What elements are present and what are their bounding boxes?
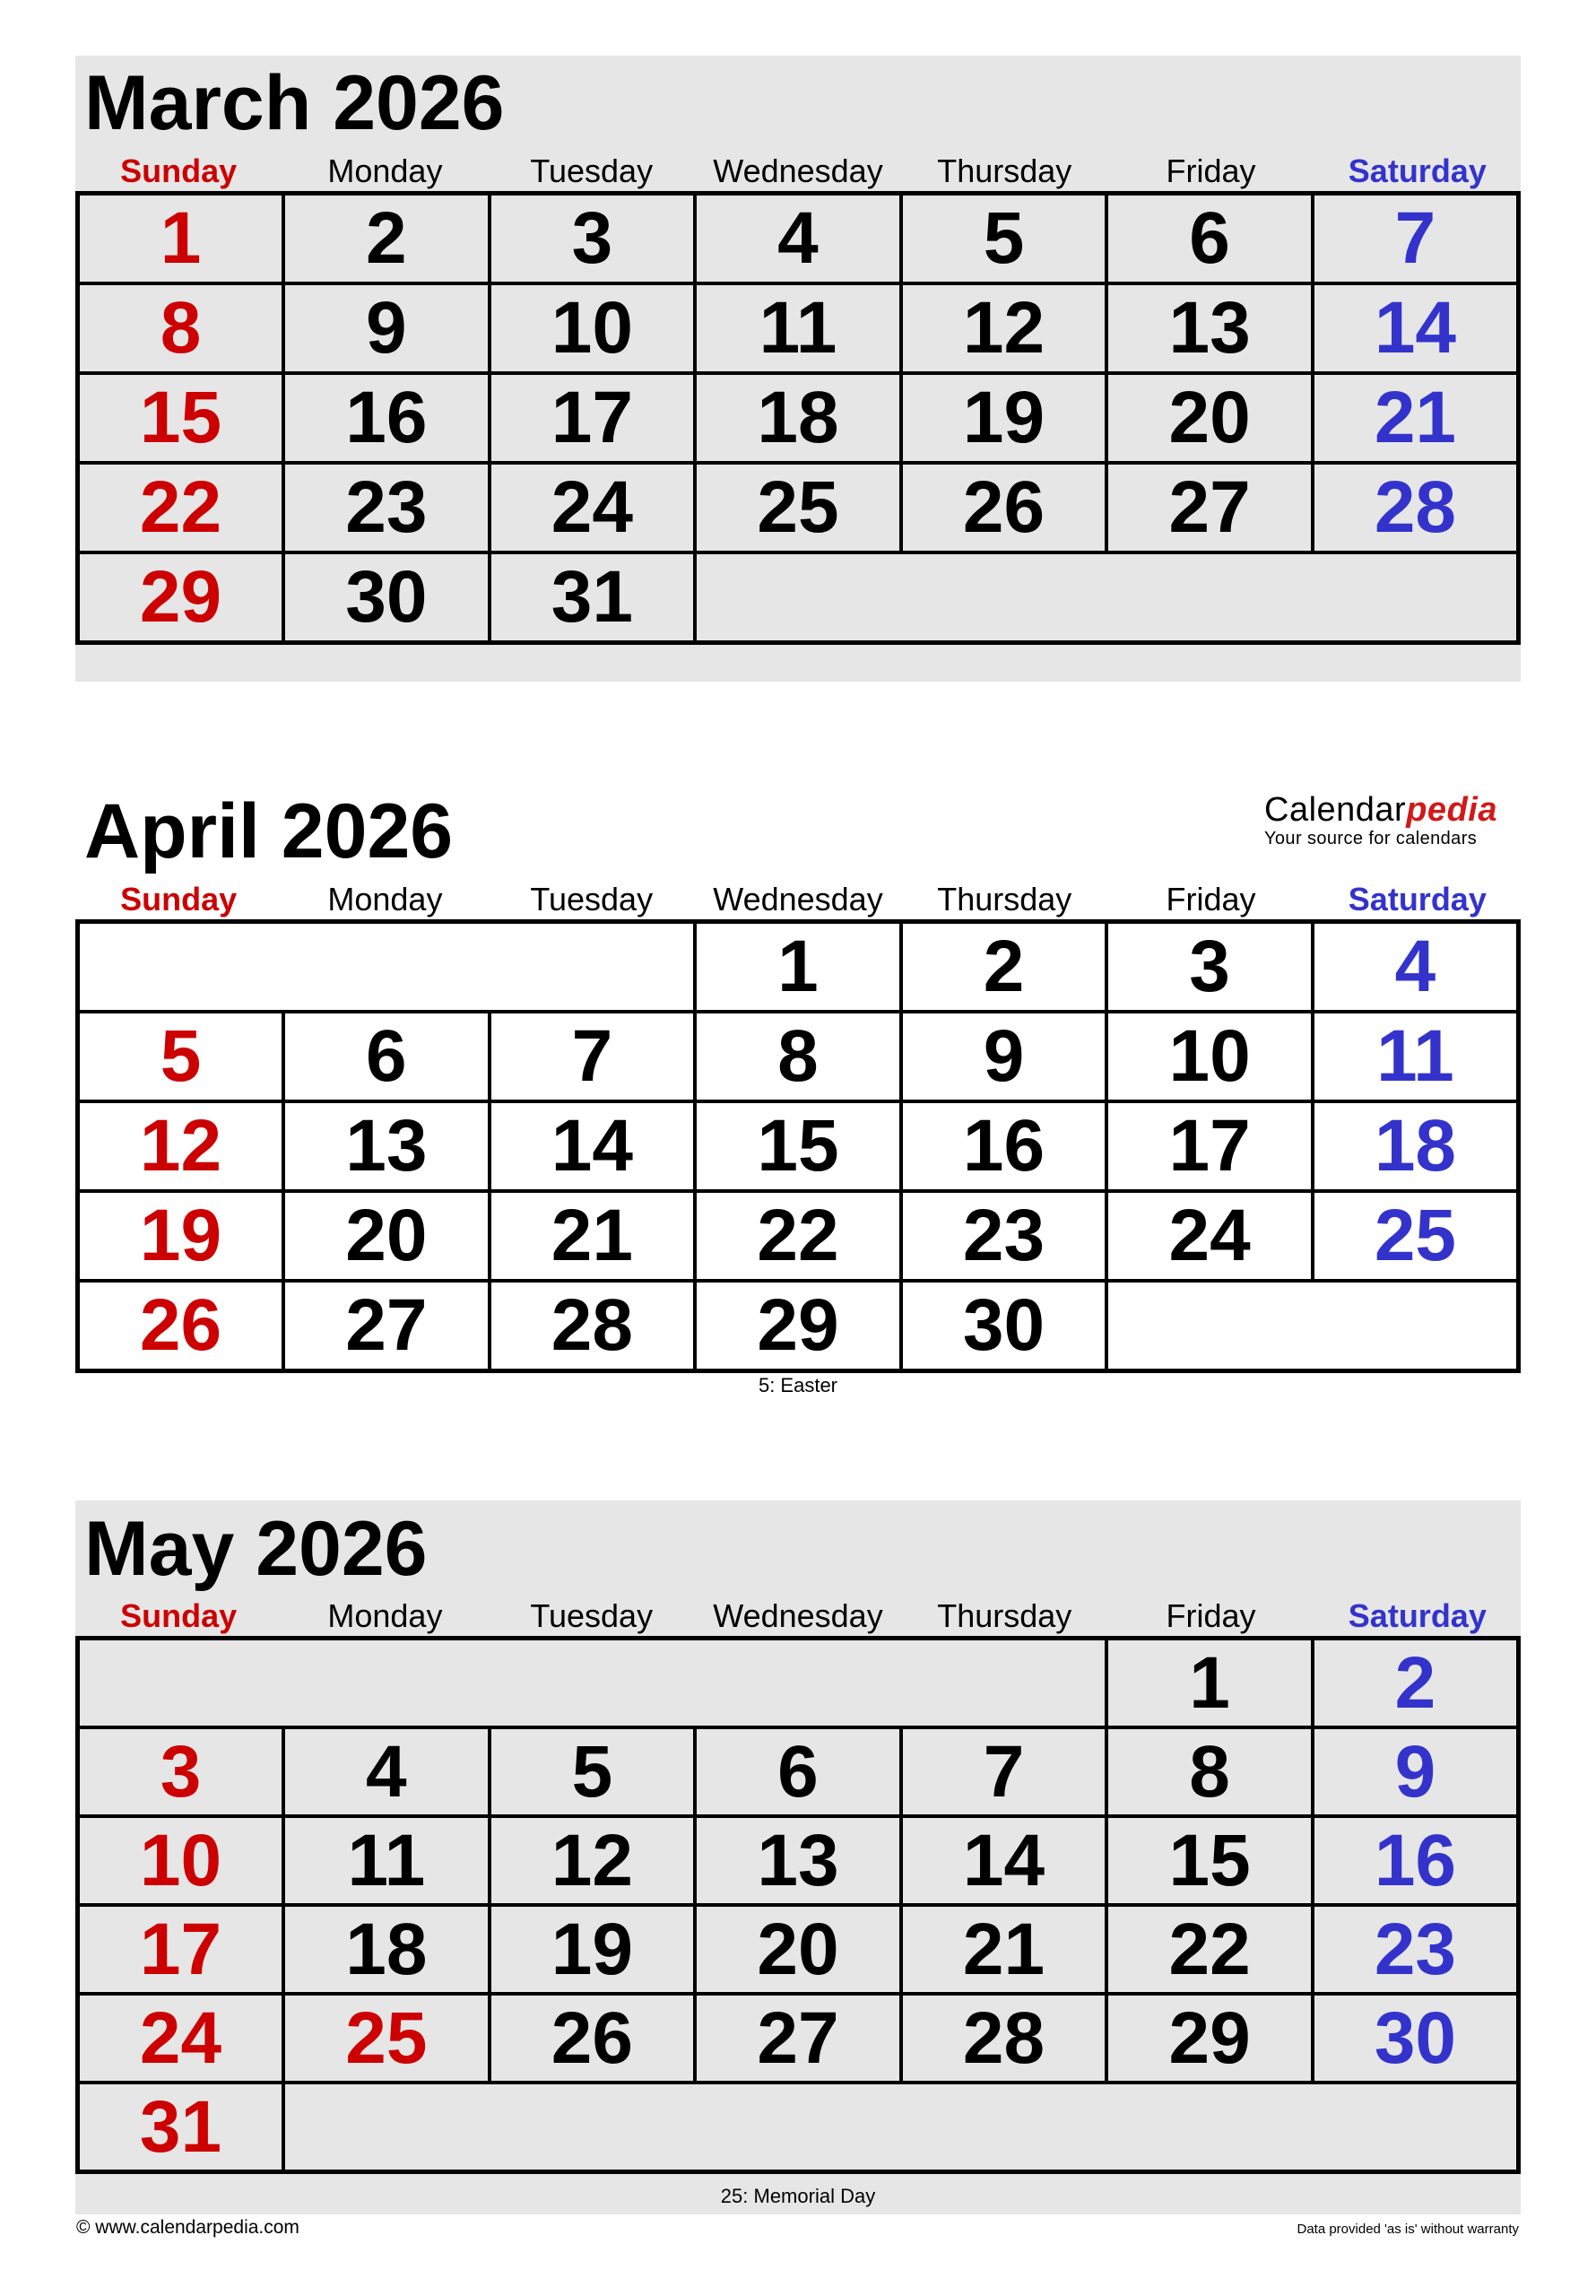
week-row xyxy=(78,922,1519,1013)
week-row xyxy=(78,1816,1519,1905)
day-cell-march-29: 29 xyxy=(78,552,284,643)
weekday-header-wednesday: Wednesday xyxy=(713,152,883,189)
week-row xyxy=(78,1191,1519,1281)
day-cell-may-23: 23 xyxy=(1313,1905,1519,1994)
day-cell-april-19: 19 xyxy=(78,1191,284,1281)
april-title: April 2026 xyxy=(84,788,454,874)
day-cell-april-11: 11 xyxy=(1313,1012,1519,1101)
week-row xyxy=(78,1101,1519,1191)
empty-cell xyxy=(1106,1281,1518,1371)
day-cell-march-4: 4 xyxy=(695,194,901,284)
day-cell-april-16: 16 xyxy=(901,1101,1107,1191)
day-cell-may-15: 15 xyxy=(1106,1816,1313,1905)
empty-cell xyxy=(695,552,1518,643)
weekday-header-saturday: Saturday xyxy=(1348,152,1487,189)
weekday-header-tuesday: Tuesday xyxy=(530,1597,654,1634)
may-weekday-row xyxy=(75,1597,1521,1635)
week-row xyxy=(78,2083,1519,2172)
day-cell-may-27: 27 xyxy=(695,1994,901,2083)
day-cell-april-30: 30 xyxy=(901,1281,1107,1371)
day-cell-april-25: 25 xyxy=(1313,1191,1519,1281)
day-cell-april-10: 10 xyxy=(1106,1012,1313,1101)
week-row xyxy=(78,1639,1519,1728)
day-cell-may-26: 26 xyxy=(490,1994,696,2083)
day-cell-may-5: 5 xyxy=(490,1727,696,1816)
day-cell-may-16: 16 xyxy=(1313,1816,1519,1905)
logo-tagline: Your source for calendars xyxy=(1264,829,1478,848)
day-cell-march-21: 21 xyxy=(1313,373,1519,463)
weekday-header-thursday: Thursday xyxy=(937,152,1072,189)
empty-cell xyxy=(78,1639,1107,1728)
weekday-header-wednesday: Wednesday xyxy=(713,1597,883,1634)
day-cell-may-22: 22 xyxy=(1106,1905,1313,1994)
day-cell-march-7: 7 xyxy=(1313,194,1519,284)
weekday-header-wednesday: Wednesday xyxy=(713,881,883,918)
day-cell-april-3: 3 xyxy=(1106,922,1313,1013)
week-row xyxy=(78,283,1519,373)
day-cell-march-12: 12 xyxy=(901,283,1107,373)
weekday-header-tuesday: Tuesday xyxy=(530,152,654,189)
day-cell-april-27: 27 xyxy=(283,1281,490,1371)
day-cell-march-13: 13 xyxy=(1106,283,1313,373)
day-cell-march-2: 2 xyxy=(283,194,490,284)
march-title: March 2026 xyxy=(84,60,505,146)
weekday-header-sunday: Sunday xyxy=(120,881,238,918)
day-cell-may-18: 18 xyxy=(283,1905,490,1994)
day-cell-march-18: 18 xyxy=(695,373,901,463)
day-cell-april-5: 5 xyxy=(78,1012,284,1101)
day-cell-march-10: 10 xyxy=(490,283,696,373)
week-row xyxy=(78,1994,1519,2083)
day-cell-may-2: 2 xyxy=(1313,1639,1519,1728)
april-weekday-row xyxy=(75,881,1521,918)
day-cell-april-29: 29 xyxy=(695,1281,901,1371)
weekday-header-tuesday: Tuesday xyxy=(530,881,654,918)
day-cell-april-18: 18 xyxy=(1313,1101,1519,1191)
day-cell-march-8: 8 xyxy=(78,283,284,373)
weekday-header-monday: Monday xyxy=(327,1597,443,1634)
logo-brand-suffix: pedia xyxy=(1406,791,1497,829)
day-cell-march-27: 27 xyxy=(1106,463,1313,552)
may-holiday-note: 25: Memorial Day xyxy=(720,2185,876,2207)
day-cell-may-24: 24 xyxy=(78,1994,284,2083)
day-cell-march-1: 1 xyxy=(78,194,284,284)
logo-brand-prefix: Calendar xyxy=(1264,791,1407,829)
day-cell-may-17: 17 xyxy=(78,1905,284,1994)
day-cell-may-29: 29 xyxy=(1106,1994,1313,2083)
day-cell-march-26: 26 xyxy=(901,463,1107,552)
day-cell-april-4: 4 xyxy=(1313,922,1519,1013)
day-cell-may-8: 8 xyxy=(1106,1727,1313,1816)
day-cell-april-1: 1 xyxy=(695,922,901,1013)
day-cell-may-3: 3 xyxy=(78,1727,284,1816)
april-holiday-note: 5: Easter xyxy=(758,1374,838,1396)
day-cell-april-17: 17 xyxy=(1106,1101,1313,1191)
week-row xyxy=(78,1012,1519,1101)
week-row xyxy=(78,194,1519,284)
day-cell-may-6: 6 xyxy=(695,1727,901,1816)
weekday-header-thursday: Thursday xyxy=(937,881,1072,918)
day-cell-april-24: 24 xyxy=(1106,1191,1313,1281)
week-row xyxy=(78,1281,1519,1371)
week-row xyxy=(78,463,1519,552)
weekday-header-friday: Friday xyxy=(1166,152,1256,189)
day-cell-april-12: 12 xyxy=(78,1101,284,1191)
april-calendar-table xyxy=(75,919,1521,1373)
weekday-header-monday: Monday xyxy=(327,152,443,189)
day-cell-march-19: 19 xyxy=(901,373,1107,463)
day-cell-april-26: 26 xyxy=(78,1281,284,1371)
weekday-header-sunday: Sunday xyxy=(120,1597,238,1634)
day-cell-may-20: 20 xyxy=(695,1905,901,1994)
week-row xyxy=(78,552,1519,643)
weekday-header-friday: Friday xyxy=(1166,881,1256,918)
day-cell-march-30: 30 xyxy=(283,552,490,643)
day-cell-march-24: 24 xyxy=(490,463,696,552)
day-cell-may-7: 7 xyxy=(901,1727,1107,1816)
day-cell-march-5: 5 xyxy=(901,194,1107,284)
disclaimer-text: Data provided 'as is' without warranty xyxy=(1297,2222,1519,2237)
march-calendar-table xyxy=(75,191,1521,645)
week-row xyxy=(78,373,1519,463)
day-cell-april-2: 2 xyxy=(901,922,1107,1013)
day-cell-march-14: 14 xyxy=(1313,283,1519,373)
day-cell-may-21: 21 xyxy=(901,1905,1107,1994)
day-cell-may-31: 31 xyxy=(78,2083,284,2172)
day-cell-may-13: 13 xyxy=(695,1816,901,1905)
weekday-header-saturday: Saturday xyxy=(1348,881,1487,918)
may-title: May 2026 xyxy=(84,1506,428,1592)
march-weekday-row xyxy=(75,152,1521,190)
day-cell-april-15: 15 xyxy=(695,1101,901,1191)
day-cell-march-6: 6 xyxy=(1106,194,1313,284)
day-cell-march-9: 9 xyxy=(283,283,490,373)
day-cell-april-21: 21 xyxy=(490,1191,696,1281)
week-row xyxy=(78,1905,1519,1994)
day-cell-may-11: 11 xyxy=(283,1816,490,1905)
day-cell-april-7: 7 xyxy=(490,1012,696,1101)
day-cell-april-28: 28 xyxy=(490,1281,696,1371)
calendarpedia-logo-wordmark xyxy=(1264,793,1497,827)
day-cell-april-20: 20 xyxy=(283,1191,490,1281)
day-cell-may-12: 12 xyxy=(490,1816,696,1905)
weekday-header-friday: Friday xyxy=(1166,1597,1256,1634)
day-cell-may-14: 14 xyxy=(901,1816,1107,1905)
day-cell-april-14: 14 xyxy=(490,1101,696,1191)
day-cell-may-9: 9 xyxy=(1313,1727,1519,1816)
may-calendar-table xyxy=(75,1636,1521,2174)
day-cell-march-15: 15 xyxy=(78,373,284,463)
weekday-header-saturday: Saturday xyxy=(1348,1597,1487,1634)
calendarpedia-logo[interactable] xyxy=(1264,793,1497,848)
day-cell-may-10: 10 xyxy=(78,1816,284,1905)
day-cell-may-25: 25 xyxy=(283,1994,490,2083)
week-row xyxy=(78,1727,1519,1816)
day-cell-march-22: 22 xyxy=(78,463,284,552)
day-cell-april-9: 9 xyxy=(901,1012,1107,1101)
empty-cell xyxy=(283,2083,1518,2172)
day-cell-may-19: 19 xyxy=(490,1905,696,1994)
day-cell-april-6: 6 xyxy=(283,1012,490,1101)
day-cell-march-23: 23 xyxy=(283,463,490,552)
day-cell-may-30: 30 xyxy=(1313,1994,1519,2083)
day-cell-march-16: 16 xyxy=(283,373,490,463)
day-cell-may-1: 1 xyxy=(1106,1639,1313,1728)
day-cell-march-31: 31 xyxy=(490,552,696,643)
day-cell-april-23: 23 xyxy=(901,1191,1107,1281)
copyright-link[interactable]: © www.calendarpedia.com xyxy=(76,2217,299,2238)
day-cell-march-25: 25 xyxy=(695,463,901,552)
day-cell-march-17: 17 xyxy=(490,373,696,463)
weekday-header-sunday: Sunday xyxy=(120,152,238,189)
weekday-header-monday: Monday xyxy=(327,881,443,918)
day-cell-april-13: 13 xyxy=(283,1101,490,1191)
day-cell-march-3: 3 xyxy=(490,194,696,284)
empty-cell xyxy=(78,922,696,1013)
day-cell-march-11: 11 xyxy=(695,283,901,373)
day-cell-may-4: 4 xyxy=(283,1727,490,1816)
day-cell-may-28: 28 xyxy=(901,1994,1107,2083)
weekday-header-thursday: Thursday xyxy=(937,1597,1072,1634)
day-cell-april-22: 22 xyxy=(695,1191,901,1281)
day-cell-march-20: 20 xyxy=(1106,373,1313,463)
day-cell-april-8: 8 xyxy=(695,1012,901,1101)
day-cell-march-28: 28 xyxy=(1313,463,1519,552)
